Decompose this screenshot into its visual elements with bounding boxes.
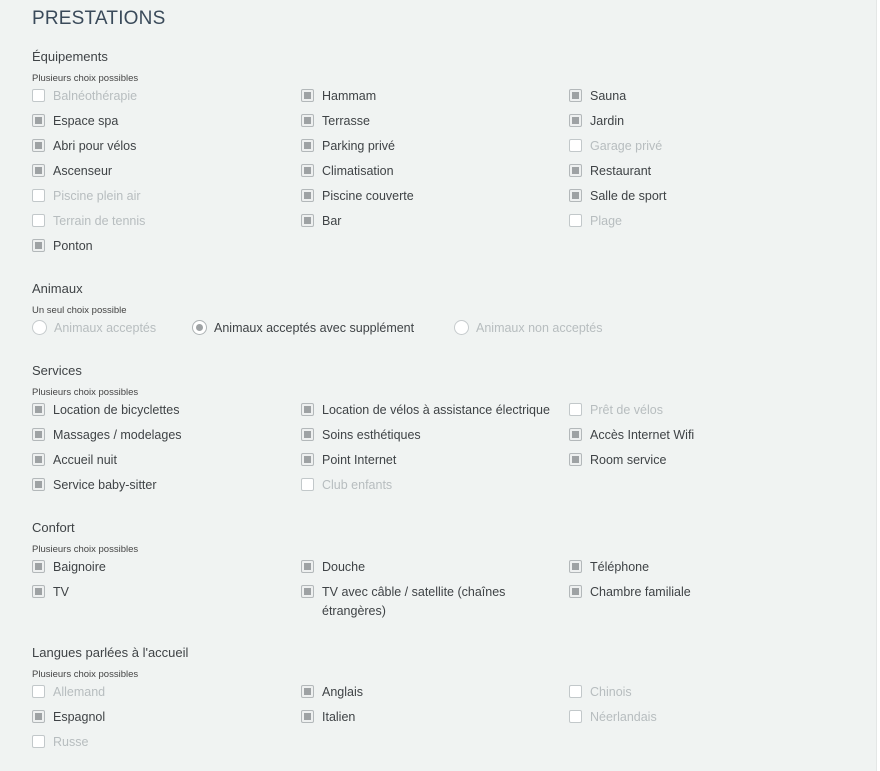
checkbox-icon[interactable] — [32, 164, 45, 177]
checkbox-icon[interactable] — [32, 189, 45, 202]
checkbox-neerlandais[interactable] — [569, 708, 827, 727]
checkbox-ascenseur[interactable] — [32, 162, 290, 181]
checkbox-icon[interactable] — [32, 453, 45, 466]
options-list — [32, 87, 852, 262]
checkbox-icon[interactable] — [569, 214, 582, 227]
checkbox-location-de-velos-a-assistance-electrique[interactable] — [301, 401, 559, 420]
section-title: Langues parlées à l'accueil — [32, 645, 189, 660]
option-label: TV avec câble / satellite (chaînes étrangères) — [322, 585, 506, 618]
checkbox-icon[interactable] — [301, 428, 314, 441]
checkbox-climatisation[interactable] — [301, 162, 559, 181]
checkbox-icon[interactable] — [32, 114, 45, 127]
option-label: Anglais — [322, 685, 363, 699]
checkbox-icon[interactable] — [301, 89, 314, 102]
options-list — [32, 319, 852, 344]
option-label: Chinois — [590, 685, 632, 699]
option-label: Baignoire — [53, 560, 106, 574]
section-hint: Plusieurs choix possibles — [32, 387, 139, 398]
option-label: Italien — [322, 710, 356, 724]
option-label: Russe — [53, 735, 89, 749]
option-label: Climatisation — [322, 164, 394, 178]
checkbox-icon[interactable] — [32, 403, 45, 416]
checkbox-plage[interactable] — [569, 212, 827, 231]
checkbox-icon[interactable] — [32, 478, 45, 491]
checkbox-icon[interactable] — [301, 560, 314, 573]
option-label: Espagnol — [53, 710, 106, 724]
option-label: Garage privé — [590, 139, 663, 153]
checkbox-hammam[interactable] — [301, 87, 559, 106]
checkbox-tv-avec-cable-satellite-chaines-etrangeres[interactable] — [301, 583, 559, 621]
checkbox-icon[interactable] — [569, 560, 582, 573]
option-label: Plage — [590, 214, 622, 228]
checkbox-icon[interactable] — [301, 189, 314, 202]
checkbox-icon[interactable] — [301, 139, 314, 152]
checkbox-icon[interactable] — [569, 453, 582, 466]
option-label: Restaurant — [590, 164, 652, 178]
checkbox-icon[interactable] — [569, 403, 582, 416]
checkbox-location-de-bicyclettes[interactable] — [32, 401, 290, 420]
section-confort — [32, 519, 852, 618]
checkbox-icon[interactable] — [301, 403, 314, 416]
radio-button-icon[interactable] — [32, 320, 47, 335]
option-label: Allemand — [53, 685, 106, 699]
section-equipements — [32, 48, 852, 262]
option-label: Espace spa — [53, 114, 119, 128]
checkbox-icon[interactable] — [569, 114, 582, 127]
checkbox-icon[interactable] — [569, 710, 582, 723]
option-label: Salle de sport — [590, 189, 667, 203]
section-hint: Un seul choix possible — [32, 305, 127, 316]
checkbox-jardin[interactable] — [569, 112, 827, 131]
checkbox-icon[interactable] — [569, 685, 582, 698]
checkbox-acces-internet-wifi[interactable] — [569, 426, 827, 445]
checkbox-telephone[interactable] — [569, 558, 827, 577]
option-label: Location de vélos à assistance électrique — [322, 403, 550, 417]
checkbox-soins-esthetiques[interactable] — [301, 426, 559, 445]
checkbox-baignoire[interactable] — [32, 558, 290, 577]
radio-button-icon[interactable] — [192, 320, 207, 335]
checkbox-terrain-de-tennis[interactable] — [32, 212, 290, 231]
option-label: Néerlandais — [590, 710, 657, 724]
option-label: TV — [53, 585, 69, 599]
checkbox-point-internet[interactable] — [301, 451, 559, 470]
checkbox-ponton[interactable] — [32, 237, 290, 256]
checkbox-bar[interactable] — [301, 212, 559, 231]
page-title: PRESTATIONS — [32, 8, 166, 29]
checkbox-icon[interactable] — [32, 239, 45, 252]
section-hint: Plusieurs choix possibles — [32, 544, 139, 555]
option-label: Piscine couverte — [322, 189, 414, 203]
options-list — [32, 683, 852, 758]
checkbox-service-baby-sitter[interactable] — [32, 476, 290, 495]
checkbox-icon[interactable] — [569, 89, 582, 102]
checkbox-icon[interactable] — [569, 585, 582, 598]
checkbox-icon[interactable] — [32, 585, 45, 598]
checkbox-piscine-plein-air[interactable] — [32, 187, 290, 206]
option-label: Balnéothérapie — [53, 89, 138, 103]
checkbox-icon[interactable] — [32, 428, 45, 441]
option-label: Chambre familiale — [590, 585, 691, 599]
option-label: Sauna — [590, 89, 627, 103]
section-services — [32, 362, 852, 501]
checkbox-icon[interactable] — [32, 710, 45, 723]
options-list — [32, 558, 852, 618]
option-label: Ascenseur — [53, 164, 113, 178]
checkbox-icon[interactable] — [569, 189, 582, 202]
checkbox-italien[interactable] — [301, 708, 559, 727]
option-label: Animaux non acceptés — [476, 321, 603, 335]
section-langues-parlees-a-l-accueil — [32, 644, 852, 758]
checkbox-piscine-couverte[interactable] — [301, 187, 559, 206]
option-label: Location de bicyclettes — [53, 403, 180, 417]
checkbox-abri-pour-velos[interactable] — [32, 137, 290, 156]
option-label: Hammam — [322, 89, 377, 103]
option-label: Room service — [590, 453, 667, 467]
checkbox-icon[interactable] — [32, 89, 45, 102]
checkbox-espace-spa[interactable] — [32, 112, 290, 131]
radio-animaux-non-acceptes[interactable] — [454, 319, 602, 338]
checkbox-restaurant[interactable] — [569, 162, 827, 181]
option-label: Club enfants — [322, 478, 393, 492]
checkbox-salle-de-sport[interactable] — [569, 187, 827, 206]
section-hint: Plusieurs choix possibles — [32, 669, 139, 680]
section-title: Animaux — [32, 281, 83, 296]
checkbox-tv[interactable] — [32, 583, 290, 602]
option-label: Téléphone — [590, 560, 650, 574]
checkbox-room-service[interactable] — [569, 451, 827, 470]
checkbox-terrasse[interactable] — [301, 112, 559, 131]
checkbox-massages-modelages[interactable] — [32, 426, 290, 445]
checkbox-pret-de-velos[interactable] — [569, 401, 827, 420]
checkbox-icon[interactable] — [301, 164, 314, 177]
option-label: Jardin — [590, 114, 625, 128]
checkbox-icon[interactable] — [569, 139, 582, 152]
checkbox-icon[interactable] — [301, 214, 314, 227]
option-label: Animaux acceptés — [54, 321, 157, 335]
checkbox-parking-prive[interactable] — [301, 137, 559, 156]
checkbox-garage-prive[interactable] — [569, 137, 827, 156]
checkbox-chinois[interactable] — [569, 683, 827, 702]
option-label: Piscine plein air — [53, 189, 141, 203]
option-label: Terrain de tennis — [53, 214, 146, 228]
checkbox-icon[interactable] — [32, 560, 45, 573]
checkbox-icon[interactable] — [569, 164, 582, 177]
radio-animaux-acceptes[interactable] — [32, 319, 156, 338]
option-label: Abri pour vélos — [53, 139, 137, 153]
checkbox-anglais[interactable] — [301, 683, 559, 702]
checkbox-balneotherapie[interactable] — [32, 87, 290, 106]
checkbox-allemand[interactable] — [32, 683, 290, 702]
checkbox-icon[interactable] — [301, 710, 314, 723]
option-label: Soins esthétiques — [322, 428, 421, 442]
option-label: Ponton — [53, 239, 93, 253]
option-label: Parking privé — [322, 139, 395, 153]
checkbox-icon[interactable] — [301, 478, 314, 491]
checkbox-icon[interactable] — [32, 214, 45, 227]
section-animaux — [32, 280, 852, 344]
checkbox-icon[interactable] — [301, 585, 314, 598]
options-list — [32, 401, 852, 501]
checkbox-accueil-nuit[interactable] — [32, 451, 290, 470]
checkbox-icon[interactable] — [301, 685, 314, 698]
section-title: Confort — [32, 520, 75, 535]
option-label: Point Internet — [322, 453, 397, 467]
radio-button-icon[interactable] — [454, 320, 469, 335]
option-label: Massages / modelages — [53, 428, 182, 442]
radio-animaux-acceptes-avec-supplement[interactable] — [192, 319, 414, 338]
checkbox-sauna[interactable] — [569, 87, 827, 106]
checkbox-icon[interactable] — [569, 428, 582, 441]
checkbox-icon[interactable] — [301, 453, 314, 466]
checkbox-espagnol[interactable] — [32, 708, 290, 727]
option-label: Accueil nuit — [53, 453, 117, 467]
option-label: Bar — [322, 214, 342, 228]
checkbox-chambre-familiale[interactable] — [569, 583, 827, 602]
checkbox-club-enfants[interactable] — [301, 476, 559, 495]
checkbox-icon[interactable] — [32, 685, 45, 698]
option-label: Douche — [322, 560, 366, 574]
checkbox-icon[interactable] — [301, 114, 314, 127]
section-title: Services — [32, 363, 82, 378]
section-title: Équipements — [32, 49, 108, 64]
section-hint: Plusieurs choix possibles — [32, 73, 139, 84]
option-label: Animaux acceptés avec supplément — [214, 321, 415, 335]
option-label: Prêt de vélos — [590, 403, 663, 417]
option-label: Service baby-sitter — [53, 478, 157, 492]
checkbox-icon[interactable] — [32, 735, 45, 748]
checkbox-douche[interactable] — [301, 558, 559, 577]
option-label: Accès Internet Wifi — [590, 428, 695, 442]
option-label: Terrasse — [322, 114, 370, 128]
checkbox-russe[interactable] — [32, 733, 290, 752]
checkbox-icon[interactable] — [32, 139, 45, 152]
